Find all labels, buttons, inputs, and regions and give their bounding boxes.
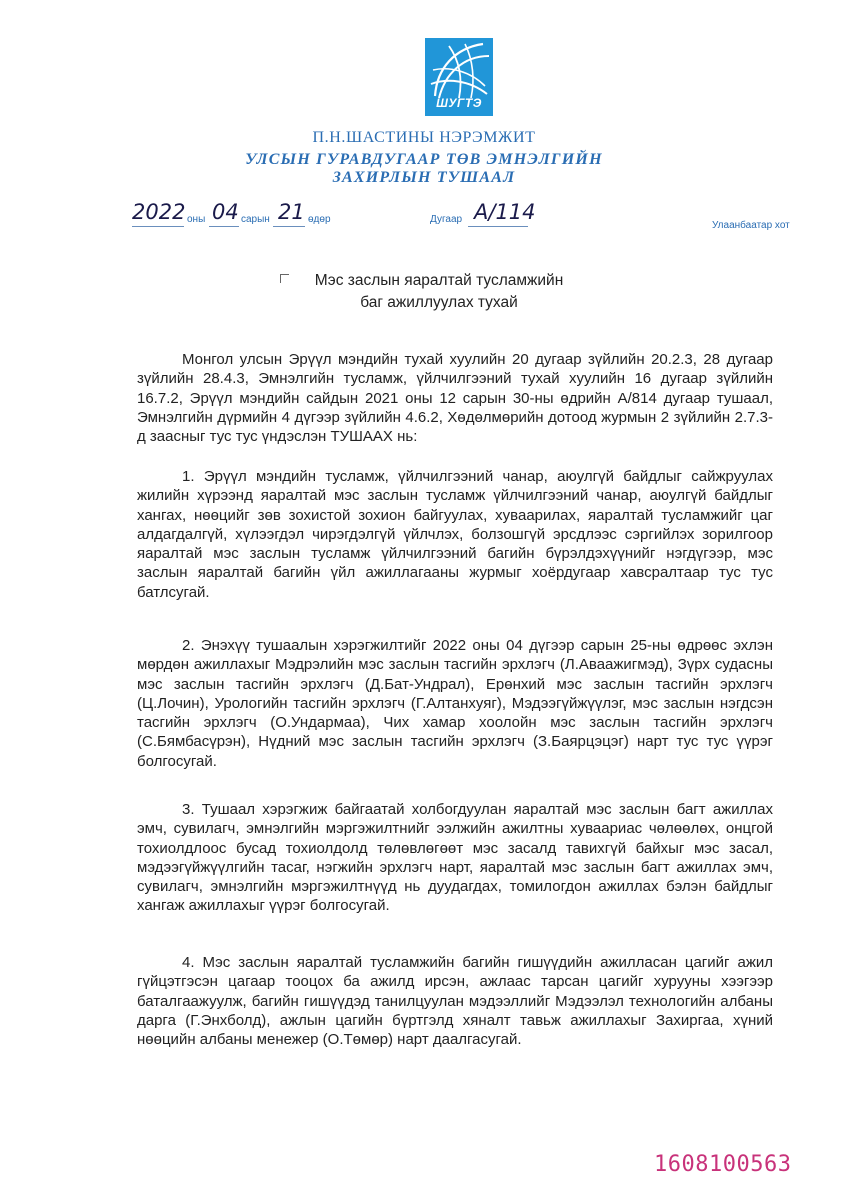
header-line-3: ЗАХИРЛЫН ТУШААЛ — [332, 169, 516, 186]
body-paragraph-1 — [137, 467, 773, 602]
order-year: 2022 — [132, 200, 186, 224]
city-label: Улаанбаатар хот — [712, 220, 790, 231]
body-paragraph-2 — [137, 636, 773, 771]
logo-text: ШУГТЭ — [436, 96, 482, 110]
paragraph-2-text: 2. Энэхүү тушаалын хэрэгжилтийг 2022 оны 04 дүгээр сарын 25-ны өдрөөс эхлэн мөрдөн ажиллахыг Мэдрэлийн мэс заслын тасгийн эрхлэгч (Л.Аваажигмэд), Зүрх судасны мэс заслын тасгийн эрхлэгч (Д.Бат-Ундрал), Ерөнхий мэс заслын тасгийн эрхлэгч (Ц.Лочин), Урологийн тасгийн эрхлэгч (Г.Алтанхуяг), Мэдээгүйжүүлэг, мэс заслын нэгдсэн тасгийн эрхлэгч (О.Ундармаа), Чих хамар хоолойн мэс заслын тасгийн эрхлэгч (С.Бямбасүрэн), Нүдний мэс заслын тасгийн эрхлэгч (З.Баярцэцэг) нарт тус тус үүрэг болгосугай. — [137, 637, 773, 770]
number-label: Дугаар — [430, 214, 463, 225]
paragraph-3-text: 3. Тушаал хэрэгжиж байгаатай холбогдуулан яаралтай мэс заслын багт ажиллах эмч, сувилагч, эмнэлгийн мэргэжилтнийг ээлжийн ажилтны хуваариас чөлөөлөх, онцгой тохиолдлоос бусад тохиолдолд төлөвлөгөөт мэс засалд тавихгүй байхыг мэс засал, мэдээгүйжүүлгийн тасаг, нэгжийн эрхлэгч нарт, яаралтай мэс заслын багт ажиллах эмч, сувилагч, эмнэлгийн мэргэжилтнүүд нь дуудагдах, томилогдон ажиллах бэлэн байдлыг хангаж ажиллахыг үүрэг болгосугай. — [137, 801, 773, 915]
order-day: 21 — [278, 200, 305, 224]
body-paragraph-3 — [137, 800, 773, 916]
paragraph-4-text: 4. Мэс заслын яаралтай тусламжийн багийн гишүүдийн ажилласан цагийг ажил гүйцэтгэсэн цагаар тооцох ба ажилд ирсэн, ажлаас тарсан цагийг хурууны хээгээр баталгаажуулж, багийн гишүүдэд танилцуулан мэдээллийг Мэдээлэл технологийн албаны дарга (Г.Энхболд), ажлын цагийн бүртгэлд хяналт тавьж ажиллахыг Захиргаа, хүний нөөцийн албаны менежер (О.Төмөр) нарт даалгасугай. — [137, 954, 773, 1049]
order-number: А/114 — [474, 200, 536, 224]
order-month: 04 — [212, 200, 239, 224]
order-subject — [300, 270, 578, 314]
year-label: оны — [187, 214, 206, 225]
paragraph-1-text: 1. Эрүүл мэндийн тусламж, үйлчилгээний чанар, аюулгүй байдлыг сайжруулах жилийн хүрээнд яаралтай мэс заслын тусламж үйлчилгээний чанар, аюулгүй байдлыг хангах, нөөцийг зөв зохистой зохион байгуулах, хуваарилах, яаралтай тусламжийг цаг алдагдалгүй, хүлээгдэл чирэгдэлгүй үйлчлэх, болзошгүй эрсдлээс сэргийлэх зорилгоор яаралтай мэс заслын тусламж үйлчилгээний багийн бүрэлдэхүүнийг нэгдүгээр, мэс заслын яаралтай багийн үйл ажиллагааны журмыг хоёрдугаар хавсралтаар тус тус батлсугай. — [137, 468, 773, 601]
serial-number: 1608100563 — [654, 1152, 792, 1177]
subject-corner-mark — [280, 274, 289, 283]
subject-line-1: Мэс заслын яаралтай тусламжийн — [314, 272, 564, 289]
hospital-logo — [425, 38, 493, 116]
day-label: өдөр — [308, 214, 331, 225]
body-intro — [137, 350, 773, 446]
body-paragraph-4 — [137, 953, 773, 1049]
intro-text: Монгол улсын Эрүүл мэндийн тухай хуулийн 20 дугаар зүйлийн 20.2.3, 28 дугаар зүйлийн 28.4.3, Эмнэлгийн тусламж, үйлчилгээний тухай хуулийн 16 дугаар зүйлийн 16.7.2, Эрүүл мэндийн сайдын 2021 оны 12 сарын 30-ны өдрийн А/814 дугаар тушаал, Эмнэлгийн дүрмийн 4 дүгээр зүйлийн 4.6.2, Хөдөлмөрийн дотоод журмын 2 зүйлийн 2.7.3-д заасныг тус тус үндэслэн ТУШААХ нь: — [137, 351, 773, 446]
header-line-2: УЛСЫН ГУРАВДУГААР ТӨВ ЭМНЭЛГИЙН — [245, 151, 603, 168]
header-line-1: П.Н.ШАСТИНЫ НЭРЭМЖИТ — [312, 129, 536, 146]
month-label: сарын — [241, 214, 270, 225]
subject-line-2: баг ажиллуулах тухай — [360, 294, 518, 311]
